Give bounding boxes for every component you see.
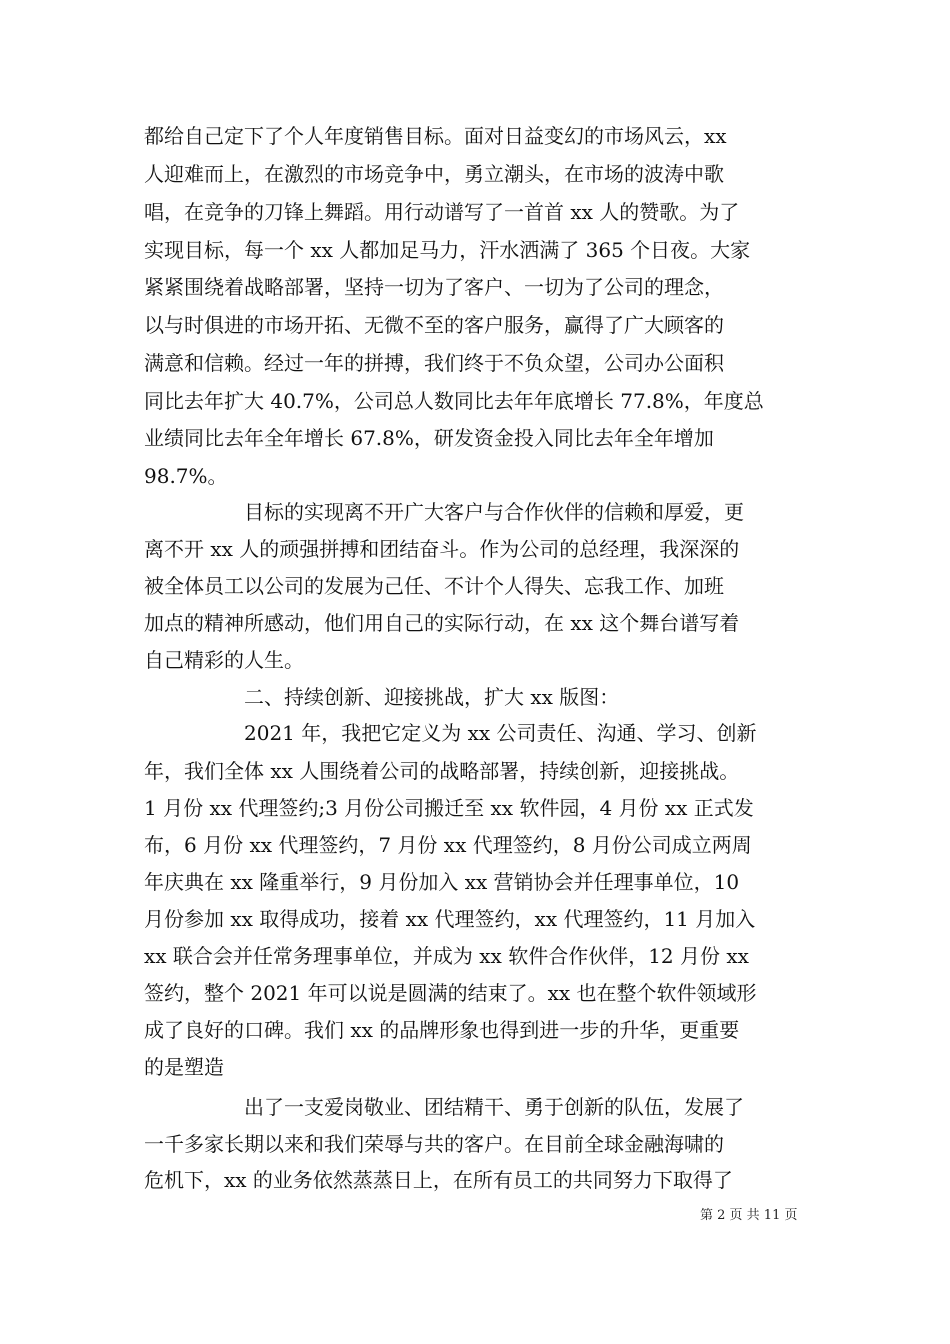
text-line: 同比去年扩大 40.7%，公司总人数同比去年年底增长 77.8%，年度总 (144, 389, 764, 413)
section-heading: 二、持续创新、迎接挑战，扩大 xx 版图： (244, 685, 620, 709)
text-line: 唱，在竞争的刀锋上舞蹈。用行动谱写了一首首 xx 人的赞歌。为了 (144, 200, 740, 224)
text-line: 危机下，xx 的业务依然蒸蒸日上，在所有员工的共同努力下取得了 (144, 1168, 733, 1192)
text-line: 2021 年，我把它定义为 xx 公司责任、沟通、学习、创新 (244, 721, 757, 745)
text-line: 1 月份 xx 代理签约;3 月份公司搬迁至 xx 软件园，4 月份 xx 正式发 (144, 796, 754, 820)
text-line: 实现目标，每一个 xx 人都加足马力，汗水洒满了 365 个日夜。大家 (144, 238, 751, 262)
text-line: 紧紧围绕着战略部署，坚持一切为了客户、一切为了公司的理念， (144, 275, 724, 299)
text-line: 被全体员工以公司的发展为己任、不计个人得失、忘我工作、加班 (144, 574, 724, 598)
text-line: 都给自己定下了个人年度销售目标。面对日益变幻的市场风云，xx (144, 124, 727, 148)
text-line: 的是塑造 (144, 1055, 224, 1079)
text-line: 98.7%。 (144, 464, 228, 488)
text-line: 年，我们全体 xx 人围绕着公司的战略部署，持续创新，迎接挑战。 (144, 759, 740, 783)
text-line: 月份参加 xx 取得成功，接着 xx 代理签约，xx 代理签约，11 月加入 (144, 907, 756, 931)
text-line: 自己精彩的人生。 (144, 648, 304, 672)
page-number: 第 2 页 共 11 页 (700, 1208, 798, 1223)
text-line: 出了一支爱岗敬业、团结精干、勇于创新的队伍，发展了 (244, 1095, 744, 1119)
text-line: 成了良好的口碑。我们 xx 的品牌形象也得到进一步的升华，更重要 (144, 1018, 740, 1042)
text-line: xx 联合会并任常务理事单位，并成为 xx 软件合作伙伴，12 月份 xx (144, 944, 749, 968)
text-line: 离不开 xx 人的顽强拼搏和团结奋斗。作为公司的总经理，我深深的 (144, 537, 740, 561)
text-line: 以与时俱进的市场开拓、无微不至的客户服务，赢得了广大顾客的 (144, 313, 724, 337)
text-line: 加点的精神所感动，他们用自己的实际行动，在 xx 这个舞台谱写着 (144, 611, 740, 635)
text-line: 一千多家长期以来和我们荣辱与共的客户。在目前全球金融海啸的 (144, 1132, 724, 1156)
text-line: 年庆典在 xx 隆重举行，9 月份加入 xx 营销协会并任理事单位，10 (144, 870, 740, 894)
text-line: 布，6 月份 xx 代理签约，7 月份 xx 代理签约，8 月份公司成立两周 (144, 833, 752, 857)
text-line: 目标的实现离不开广大客户与合作伙伴的信赖和厚爱，更 (244, 500, 744, 524)
text-line: 业绩同比去年全年增长 67.8%，研发资金投入同比去年全年增加 (144, 426, 714, 450)
text-line: 满意和信赖。经过一年的拼搏，我们终于不负众望，公司办公面积 (144, 351, 724, 375)
text-line: 签约，整个 2021 年可以说是圆满的结束了。xx 也在整个软件领域形 (144, 981, 757, 1005)
text-line: 人迎难而上，在激烈的市场竞争中，勇立潮头，在市场的波涛中歌 (144, 162, 724, 186)
